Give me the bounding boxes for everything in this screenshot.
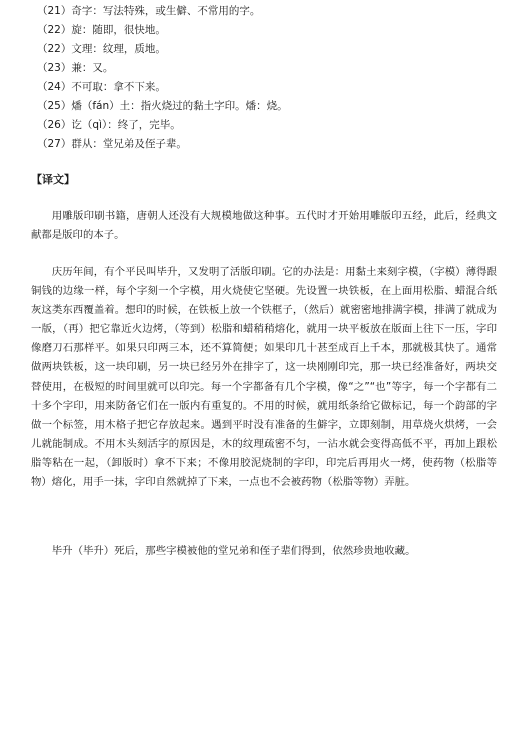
note-item: （22）旋：随即，很快地。 <box>37 24 166 36</box>
translation-heading: 【译文】 <box>31 173 75 186</box>
note-item: （27）群从：堂兄弟及侄子辈。 <box>37 138 187 150</box>
note-item: （26）讫（qì）：终了，完毕。 <box>37 119 181 131</box>
annotation-notes <box>37 2 497 154</box>
note-item: （25）燔（fán）土：指火烧过的黏土字印。燔：烧。 <box>37 100 288 112</box>
translation-paragraph: 用雕版印刷书籍，唐朝人还没有大规模地做这种事。五代时才开始用雕版印五经，此后，经典文献都是版印的本子。 <box>31 210 497 242</box>
note-item: （21）奇字：写法特殊，或生僻、不常用的字。 <box>37 5 261 17</box>
note-item: （24）不可取：拿不下来。 <box>37 81 166 93</box>
note-item: （22）文理：纹理，质地。 <box>37 43 166 55</box>
note-item: （23）兼：又。 <box>37 62 114 74</box>
translation-paragraph: 毕升（毕升）死后，那些字模被他的堂兄弟和侄子辈们得到，依然珍贵地收藏。 <box>51 545 416 557</box>
translation-paragraph: 庆历年间，有个平民叫毕升，又发明了活版印刷。它的办法是：用黏土来刻字模，（字模）薄得跟铜钱的边缘一样，每个字刻一个字模，用火烧使它坚硬。先设置一块铁板，在上面用松脂、蜡混合纸灰这类东西覆盖着。想印的时候，在铁板上放一个铁框子，（然后）就密密地排满字模，排满了就成为一版，（再）把它靠近火边烤，（等到）松脂和蜡稍稍熔化，就用一块平板放在版面上往下一压，字印像磨刀石那样平。如果只印两三本，还不算简便；如果印几十甚至成百上千本，那就极其快了。通常做两块铁板，这一块印刷，另一块已经另外在排字了，这一块刚刚印完，那一块已经准备好，两块交替使用，在极短的时间里就可以印完。每一个字都备有几个字模，像“之”“也”等字，每一个字都有二十多个字印，用来防备它们在一版内有重复的。不用的时候，就用纸条给它做标记，每一个韵部的字做一个标签，用木格子把它存放起来。遇到平时没有准备的生僻字，立即刻制，用草烧火烘烤，一会儿就能制成。不用木头刻活字的原因是，木的纹理疏密不匀，一沾水就会变得高低不平，再加上跟松脂等粘在一起，（卸版时）拿不下来；不像用胶泥烧制的字印，印完后再用火一烤，使药物（松脂等物）熔化，用手一抹，字印自然就掉了下来，一点也不会被药物（松脂等物）弄脏。 <box>31 266 497 489</box>
